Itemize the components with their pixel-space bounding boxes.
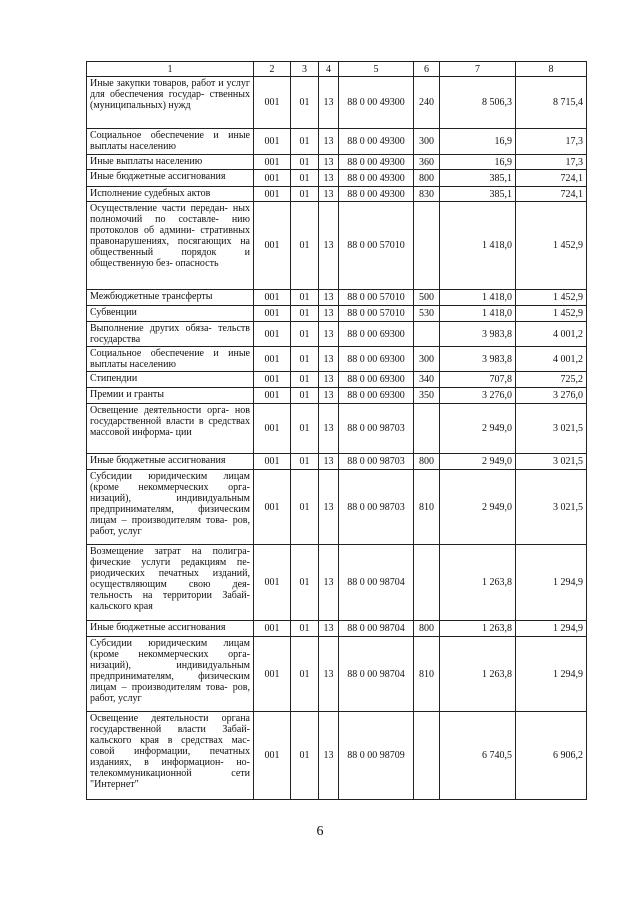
- code-section-cell: 01: [291, 621, 319, 637]
- amount-year2-cell: 724,1: [516, 170, 587, 187]
- code-subsection-cell: 13: [319, 388, 339, 404]
- code-subsection-cell: 13: [319, 454, 339, 470]
- table-row: [87, 545, 587, 621]
- code-subsection-cell: 13: [319, 404, 339, 454]
- header-cell: 4: [319, 62, 339, 77]
- row-name-cell: Стипендии: [87, 372, 254, 388]
- code-section-cell: 01: [291, 470, 319, 545]
- budget-table: [86, 61, 587, 800]
- code-section-cell: 01: [291, 404, 319, 454]
- code-subsection-cell: 13: [319, 545, 339, 621]
- code-section-cell: 01: [291, 170, 319, 187]
- code-admin-cell: 001: [254, 306, 291, 322]
- page-number: 6: [316, 824, 324, 839]
- code-target-cell: 88 0 00 49300: [339, 170, 414, 187]
- code-section-cell: 01: [291, 322, 319, 347]
- code-expense-cell: 800: [414, 454, 440, 470]
- table-row: [87, 454, 587, 470]
- code-target-cell: 88 0 00 98703: [339, 404, 414, 454]
- code-subsection-cell: 13: [319, 347, 339, 372]
- code-expense-cell: [414, 322, 440, 347]
- code-target-cell: 88 0 00 69300: [339, 347, 414, 372]
- code-section-cell: 01: [291, 155, 319, 170]
- code-admin-cell: 001: [254, 404, 291, 454]
- table-row: [87, 404, 587, 454]
- amount-year1-cell: 1 418,0: [440, 202, 516, 290]
- header-cell: 8: [516, 62, 587, 77]
- amount-year1-cell: 2 949,0: [440, 454, 516, 470]
- table-row: [87, 202, 587, 290]
- code-subsection-cell: 13: [319, 470, 339, 545]
- code-section-cell: 01: [291, 129, 319, 155]
- code-subsection-cell: 13: [319, 187, 339, 202]
- amount-year2-cell: 725,2: [516, 372, 587, 388]
- row-name-cell: Возмещение затрат на полигра- фические услуги редакциям пе- риодических печатных изданий, осуществляющим свою дея- тельность на территории Забай- кальского края: [87, 545, 254, 621]
- code-target-cell: 88 0 00 98703: [339, 470, 414, 545]
- code-subsection-cell: 13: [319, 290, 339, 306]
- table-row: [87, 322, 587, 347]
- code-subsection-cell: 13: [319, 637, 339, 712]
- amount-year1-cell: 3 983,8: [440, 347, 516, 372]
- code-section-cell: 01: [291, 202, 319, 290]
- header-cell: 5: [339, 62, 414, 77]
- code-target-cell: 88 0 00 98704: [339, 545, 414, 621]
- code-target-cell: 88 0 00 49300: [339, 77, 414, 129]
- amount-year1-cell: 2 949,0: [440, 470, 516, 545]
- code-target-cell: 88 0 00 49300: [339, 187, 414, 202]
- code-expense-cell: 350: [414, 388, 440, 404]
- header-cell: 7: [440, 62, 516, 77]
- code-admin-cell: 001: [254, 621, 291, 637]
- code-admin-cell: 001: [254, 202, 291, 290]
- code-admin-cell: 001: [254, 372, 291, 388]
- code-admin-cell: 001: [254, 155, 291, 170]
- code-target-cell: 88 0 00 57010: [339, 290, 414, 306]
- code-admin-cell: 001: [254, 712, 291, 800]
- amount-year2-cell: 1 294,9: [516, 621, 587, 637]
- amount-year1-cell: 3 983,8: [440, 322, 516, 347]
- code-expense-cell: 240: [414, 77, 440, 129]
- code-subsection-cell: 13: [319, 306, 339, 322]
- row-name-cell: Выполнение других обяза- тельств государства: [87, 322, 254, 347]
- code-target-cell: 88 0 00 69300: [339, 322, 414, 347]
- amount-year1-cell: 2 949,0: [440, 404, 516, 454]
- code-section-cell: 01: [291, 545, 319, 621]
- amount-year2-cell: 17,3: [516, 155, 587, 170]
- amount-year2-cell: 3 021,5: [516, 470, 587, 545]
- code-admin-cell: 001: [254, 545, 291, 621]
- code-admin-cell: 001: [254, 388, 291, 404]
- code-target-cell: 88 0 00 49300: [339, 155, 414, 170]
- code-admin-cell: 001: [254, 637, 291, 712]
- code-expense-cell: 800: [414, 621, 440, 637]
- row-name-cell: Субсидии юридическим лицам (кроме некоммерческих орга- низаций), индивидуальным предпринимателям, физическим лицам – производителям това- ров, работ, услуг: [87, 470, 254, 545]
- row-name-cell: Социальное обеспечение и иные выплаты населению: [87, 347, 254, 372]
- header-cell: 2: [254, 62, 291, 77]
- table-row: [87, 306, 587, 322]
- code-target-cell: 88 0 00 49300: [339, 129, 414, 155]
- amount-year2-cell: 3 021,5: [516, 454, 587, 470]
- header-cell: 3: [291, 62, 319, 77]
- header-cell: 6: [414, 62, 440, 77]
- code-expense-cell: [414, 545, 440, 621]
- code-expense-cell: 810: [414, 637, 440, 712]
- row-name-cell: Субвенции: [87, 306, 254, 322]
- amount-year1-cell: 385,1: [440, 187, 516, 202]
- code-target-cell: 88 0 00 57010: [339, 202, 414, 290]
- code-admin-cell: 001: [254, 347, 291, 372]
- amount-year1-cell: 1 263,8: [440, 545, 516, 621]
- amount-year1-cell: 707,8: [440, 372, 516, 388]
- amount-year2-cell: 1 452,9: [516, 306, 587, 322]
- row-name-cell: Межбюджетные трансферты: [87, 290, 254, 306]
- row-name-cell: Освещение деятельности орга- нов государственной власти в средствах массовой информа- ции: [87, 404, 254, 454]
- code-section-cell: 01: [291, 347, 319, 372]
- code-expense-cell: 360: [414, 155, 440, 170]
- code-section-cell: 01: [291, 306, 319, 322]
- code-section-cell: 01: [291, 290, 319, 306]
- code-section-cell: 01: [291, 77, 319, 129]
- amount-year1-cell: 1 263,8: [440, 621, 516, 637]
- amount-year1-cell: 16,9: [440, 155, 516, 170]
- code-subsection-cell: 13: [319, 170, 339, 187]
- amount-year2-cell: 1 294,9: [516, 637, 587, 712]
- table-row: [87, 621, 587, 637]
- table-body: [87, 77, 587, 800]
- table-row: [87, 372, 587, 388]
- code-target-cell: 88 0 00 98704: [339, 621, 414, 637]
- table-row: [87, 470, 587, 545]
- amount-year1-cell: 16,9: [440, 129, 516, 155]
- code-target-cell: 88 0 00 57010: [339, 306, 414, 322]
- header-row: [87, 62, 587, 77]
- row-name-cell: Иные бюджетные ассигнования: [87, 170, 254, 187]
- code-expense-cell: 530: [414, 306, 440, 322]
- table-row: [87, 347, 587, 372]
- table-row: [87, 388, 587, 404]
- code-admin-cell: 001: [254, 290, 291, 306]
- amount-year1-cell: 1 418,0: [440, 290, 516, 306]
- code-expense-cell: 830: [414, 187, 440, 202]
- code-admin-cell: 001: [254, 322, 291, 347]
- amount-year2-cell: 4 001,2: [516, 322, 587, 347]
- table-row: [87, 77, 587, 129]
- amount-year1-cell: 8 506,3: [440, 77, 516, 129]
- amount-year2-cell: 724,1: [516, 187, 587, 202]
- amount-year2-cell: 3 021,5: [516, 404, 587, 454]
- amount-year1-cell: 1 263,8: [440, 637, 516, 712]
- row-name-cell: Иные закупки товаров, работ и услуг для обеспечения государ- ственных (муниципальных) нужд: [87, 77, 254, 129]
- row-name-cell: Иные выплаты населению: [87, 155, 254, 170]
- code-admin-cell: 001: [254, 170, 291, 187]
- amount-year2-cell: 6 906,2: [516, 712, 587, 800]
- amount-year1-cell: 3 276,0: [440, 388, 516, 404]
- code-subsection-cell: 13: [319, 372, 339, 388]
- row-name-cell: Освещение деятельности органа государственной власти Забай- кальского края в средствах мас- совой информации, печатных изданиях, в информацион- но-телекоммуникационной сети "Интернет": [87, 712, 254, 800]
- code-expense-cell: [414, 404, 440, 454]
- row-name-cell: Осуществление части передан- ных полномочий по составле- нию протоколов об админи- стративных правонарушениях, посягающих на общественный порядок и общественную без- опасность: [87, 202, 254, 290]
- row-name-cell: Иные бюджетные ассигнования: [87, 621, 254, 637]
- code-target-cell: 88 0 00 98704: [339, 637, 414, 712]
- amount-year1-cell: 6 740,5: [440, 712, 516, 800]
- code-admin-cell: 001: [254, 187, 291, 202]
- row-name-cell: Социальное обеспечение и иные выплаты населению: [87, 129, 254, 155]
- row-name-cell: Премии и гранты: [87, 388, 254, 404]
- code-expense-cell: 500: [414, 290, 440, 306]
- amount-year2-cell: 8 715,4: [516, 77, 587, 129]
- code-section-cell: 01: [291, 454, 319, 470]
- amount-year2-cell: 3 276,0: [516, 388, 587, 404]
- table-row: [87, 290, 587, 306]
- code-target-cell: 88 0 00 98703: [339, 454, 414, 470]
- code-subsection-cell: 13: [319, 129, 339, 155]
- code-expense-cell: [414, 202, 440, 290]
- amount-year2-cell: 4 001,2: [516, 347, 587, 372]
- header-cell: 1: [87, 62, 254, 77]
- code-subsection-cell: 13: [319, 202, 339, 290]
- table-row: [87, 170, 587, 187]
- amount-year2-cell: 1 452,9: [516, 290, 587, 306]
- amount-year2-cell: 1 452,9: [516, 202, 587, 290]
- code-target-cell: 88 0 00 69300: [339, 388, 414, 404]
- row-name-cell: Субсидии юридическим лицам (кроме некоммерческих орга- низаций), индивидуальным предпринимателям, физическим лицам – производителям това- ров, работ, услуг: [87, 637, 254, 712]
- code-subsection-cell: 13: [319, 77, 339, 129]
- code-expense-cell: 800: [414, 170, 440, 187]
- code-target-cell: 88 0 00 69300: [339, 372, 414, 388]
- code-expense-cell: 340: [414, 372, 440, 388]
- row-name-cell: Исполнение судебных актов: [87, 187, 254, 202]
- code-admin-cell: 001: [254, 129, 291, 155]
- code-subsection-cell: 13: [319, 322, 339, 347]
- amount-year1-cell: 385,1: [440, 170, 516, 187]
- code-subsection-cell: 13: [319, 621, 339, 637]
- code-section-cell: 01: [291, 187, 319, 202]
- code-expense-cell: 810: [414, 470, 440, 545]
- row-name-cell: Иные бюджетные ассигнования: [87, 454, 254, 470]
- table-row: [87, 129, 587, 155]
- code-admin-cell: 001: [254, 470, 291, 545]
- code-expense-cell: 300: [414, 129, 440, 155]
- table-row: [87, 637, 587, 712]
- code-section-cell: 01: [291, 637, 319, 712]
- table-row: [87, 187, 587, 202]
- amount-year1-cell: 1 418,0: [440, 306, 516, 322]
- amount-year2-cell: 1 294,9: [516, 545, 587, 621]
- table-row: [87, 712, 587, 800]
- code-subsection-cell: 13: [319, 155, 339, 170]
- code-expense-cell: [414, 712, 440, 800]
- code-section-cell: 01: [291, 388, 319, 404]
- table-row: [87, 155, 587, 170]
- code-section-cell: 01: [291, 712, 319, 800]
- code-target-cell: 88 0 00 98709: [339, 712, 414, 800]
- code-expense-cell: 300: [414, 347, 440, 372]
- code-admin-cell: 001: [254, 77, 291, 129]
- amount-year2-cell: 17,3: [516, 129, 587, 155]
- code-subsection-cell: 13: [319, 712, 339, 800]
- code-admin-cell: 001: [254, 454, 291, 470]
- code-section-cell: 01: [291, 372, 319, 388]
